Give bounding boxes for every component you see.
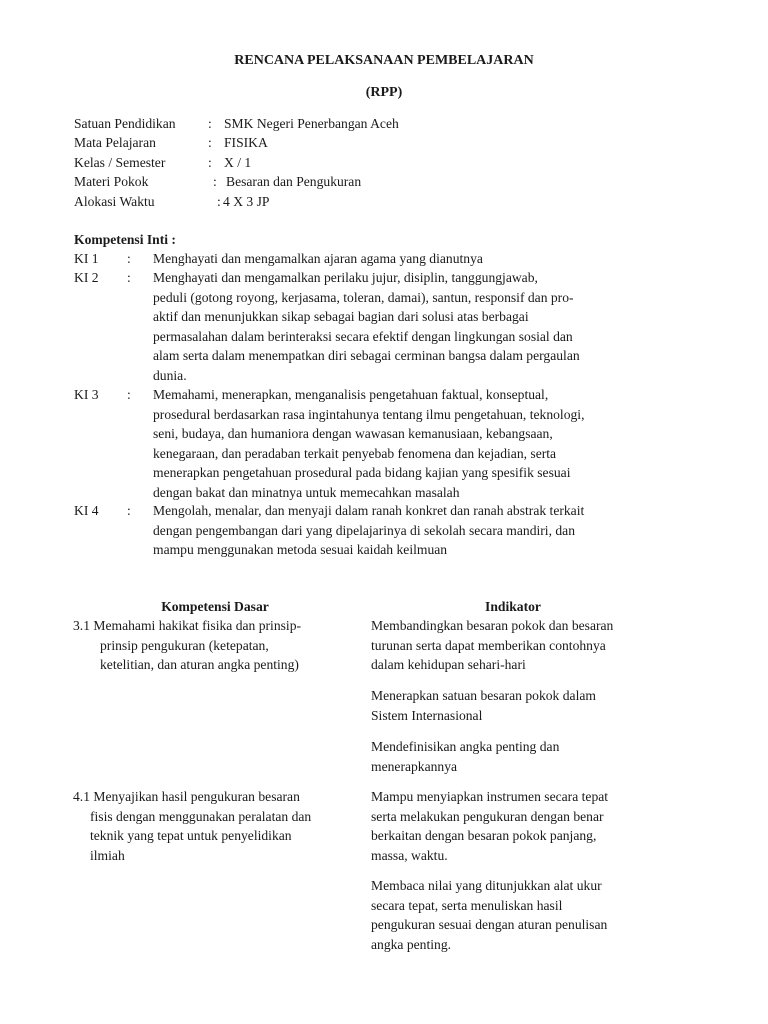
ki-colon: : xyxy=(127,270,131,285)
indikator-line: menerapkannya xyxy=(371,758,458,774)
indikator-line: Sistem Internasional xyxy=(371,707,483,723)
indikator-line: Menerapkan satuan besaran pokok dalam xyxy=(371,688,596,703)
identity-colon: : xyxy=(208,135,212,150)
indikator-item xyxy=(371,616,671,675)
document-subtitle: (RPP) xyxy=(365,85,403,100)
indikator-line: serta melakukan pengukuran dengan benar xyxy=(371,808,604,824)
kd-line: 3.1 Memahami hakikat fisika dan prinsip- xyxy=(73,618,302,633)
ki-line: Memahami, menerapkan, menganalisis pengetahuan faktual, konseptual, xyxy=(153,387,549,402)
indikator-line: Membaca nilai yang ditunjukkan alat ukur xyxy=(371,878,602,893)
kd-line: fisis dengan menggunakan peralatan dan xyxy=(90,808,312,824)
kd-line: ilmiah xyxy=(90,847,125,863)
ki-2-text xyxy=(153,268,653,385)
ki-line: dengan pengembangan dari yang dipelajarinya di sekolah secara mandiri, dan xyxy=(153,522,575,538)
indikator-line: secara tepat, serta menuliskan hasil xyxy=(371,897,563,913)
indikator-item xyxy=(371,686,671,725)
indikator-item xyxy=(371,737,671,776)
indikator-line: angka penting. xyxy=(371,936,452,952)
indikator-line: berkaitan dengan besaran pokok panjang, xyxy=(371,828,597,843)
identity-label: Kelas / Semester xyxy=(74,155,166,170)
ki-code: KI 1 xyxy=(74,251,99,266)
identity-label: Satuan Pendidikan xyxy=(74,116,176,131)
ki-colon: : xyxy=(127,387,131,402)
indikator-line: massa, waktu. xyxy=(371,847,448,863)
ki-line: Menghayati dan mengamalkan ajaran agama yang dianutnya xyxy=(153,251,483,266)
identity-value: Besaran dan Pengukuran xyxy=(226,174,362,189)
indikator-line: pengukuran sesuai dengan aturan penulisan xyxy=(371,917,608,932)
identity-value: FISIKA xyxy=(224,135,268,150)
ki-1-text xyxy=(153,249,653,269)
identity-colon: : xyxy=(217,194,221,209)
indikator-item xyxy=(371,787,671,865)
ki-colon: : xyxy=(127,503,131,518)
ki-line: prosedural berdasarkan rasa ingintahunya tentang ilmu pengetahuan, teknologi, xyxy=(153,406,585,422)
kd-line: 4.1 Menyajikan hasil pengukuran besaran xyxy=(73,789,300,804)
ki-line: alam serta dalam menempatkan diri sebagai cerminan bangsa dalam pergaulan xyxy=(153,348,580,363)
ki-line: seni, budaya, dan humaniora dengan wawasan kemanusiaan, kebangsaan, xyxy=(153,426,553,441)
ki-line: peduli (gotong royong, kerjasama, toleran, damai), santun, responsif dan pro- xyxy=(153,289,574,305)
indikator-item xyxy=(371,876,671,954)
ki-line: Menghayati dan mengamalkan perilaku jujur, disiplin, tanggungjawab, xyxy=(153,270,538,285)
identity-label: Alokasi Waktu xyxy=(74,194,155,209)
identity-colon: : xyxy=(213,174,217,189)
ki-line: dunia. xyxy=(153,367,187,383)
ki-code: KI 2 xyxy=(74,270,99,285)
kd-line: ketelitian, dan aturan angka penting) xyxy=(100,657,299,672)
identity-value: SMK Negeri Penerbangan Aceh xyxy=(224,116,399,131)
identity-value: X / 1 xyxy=(224,155,252,170)
indikator-line: Mampu menyiapkan instrumen secara tepat xyxy=(371,789,609,804)
ki-4-text xyxy=(153,501,653,560)
indikator-line: dalam kehidupan sehari-hari xyxy=(371,657,526,672)
ki-line: dengan bakat dan minatnya untuk memecahkan masalah xyxy=(153,484,460,500)
identity-label: Mata Pelajaran xyxy=(74,135,156,150)
ki-line: permasalahan dalam berinteraksi secara efektif dengan lingkungan sosial dan xyxy=(153,328,573,344)
kd-line: prinsip pengukuran (ketepatan, xyxy=(100,637,269,653)
kd-4-1 xyxy=(73,787,363,865)
ki-code: KI 4 xyxy=(74,503,99,518)
indikator-line: Membandingkan besaran pokok dan besaran xyxy=(371,618,614,633)
identity-value: 4 X 3 JP xyxy=(223,194,270,209)
kd-column-heading: Kompetensi Dasar xyxy=(161,599,269,614)
kd-3-1 xyxy=(73,616,363,675)
identity-colon: : xyxy=(208,155,212,170)
indikator-line: Mendefinisikan angka penting dan xyxy=(371,739,560,754)
ki-3-text xyxy=(153,385,653,502)
ki-heading: Kompetensi Inti : xyxy=(74,232,176,247)
identity-colon: : xyxy=(208,116,212,131)
ki-line: aktif dan menunjukkan sikap sebagai bagian dari solusi atas berbagai xyxy=(153,309,529,324)
ki-code: KI 3 xyxy=(74,387,99,402)
ki-line: Mengolah, menalar, dan menyaji dalam ranah konkret dan ranah abstrak terkait xyxy=(153,503,585,518)
ki-line: mampu menggunakan metoda sesuai kaidah keilmuan xyxy=(153,542,448,557)
indikator-column-heading: Indikator xyxy=(485,599,541,614)
ki-line: menerapkan pengetahuan prosedural pada bidang kajian yang spesifik sesuai xyxy=(153,465,571,480)
ki-line: kenegaraan, dan peradaban terkait penyebab fenomena dan kejadian, serta xyxy=(153,445,557,461)
ki-colon: : xyxy=(127,251,131,266)
identity-label: Materi Pokok xyxy=(74,174,149,189)
document-title: RENCANA PELAKSANAAN PEMBELAJARAN xyxy=(234,53,534,68)
kd-line: teknik yang tepat untuk penyelidikan xyxy=(90,828,292,843)
indikator-line: turunan serta dapat memberikan contohnya xyxy=(371,637,606,653)
